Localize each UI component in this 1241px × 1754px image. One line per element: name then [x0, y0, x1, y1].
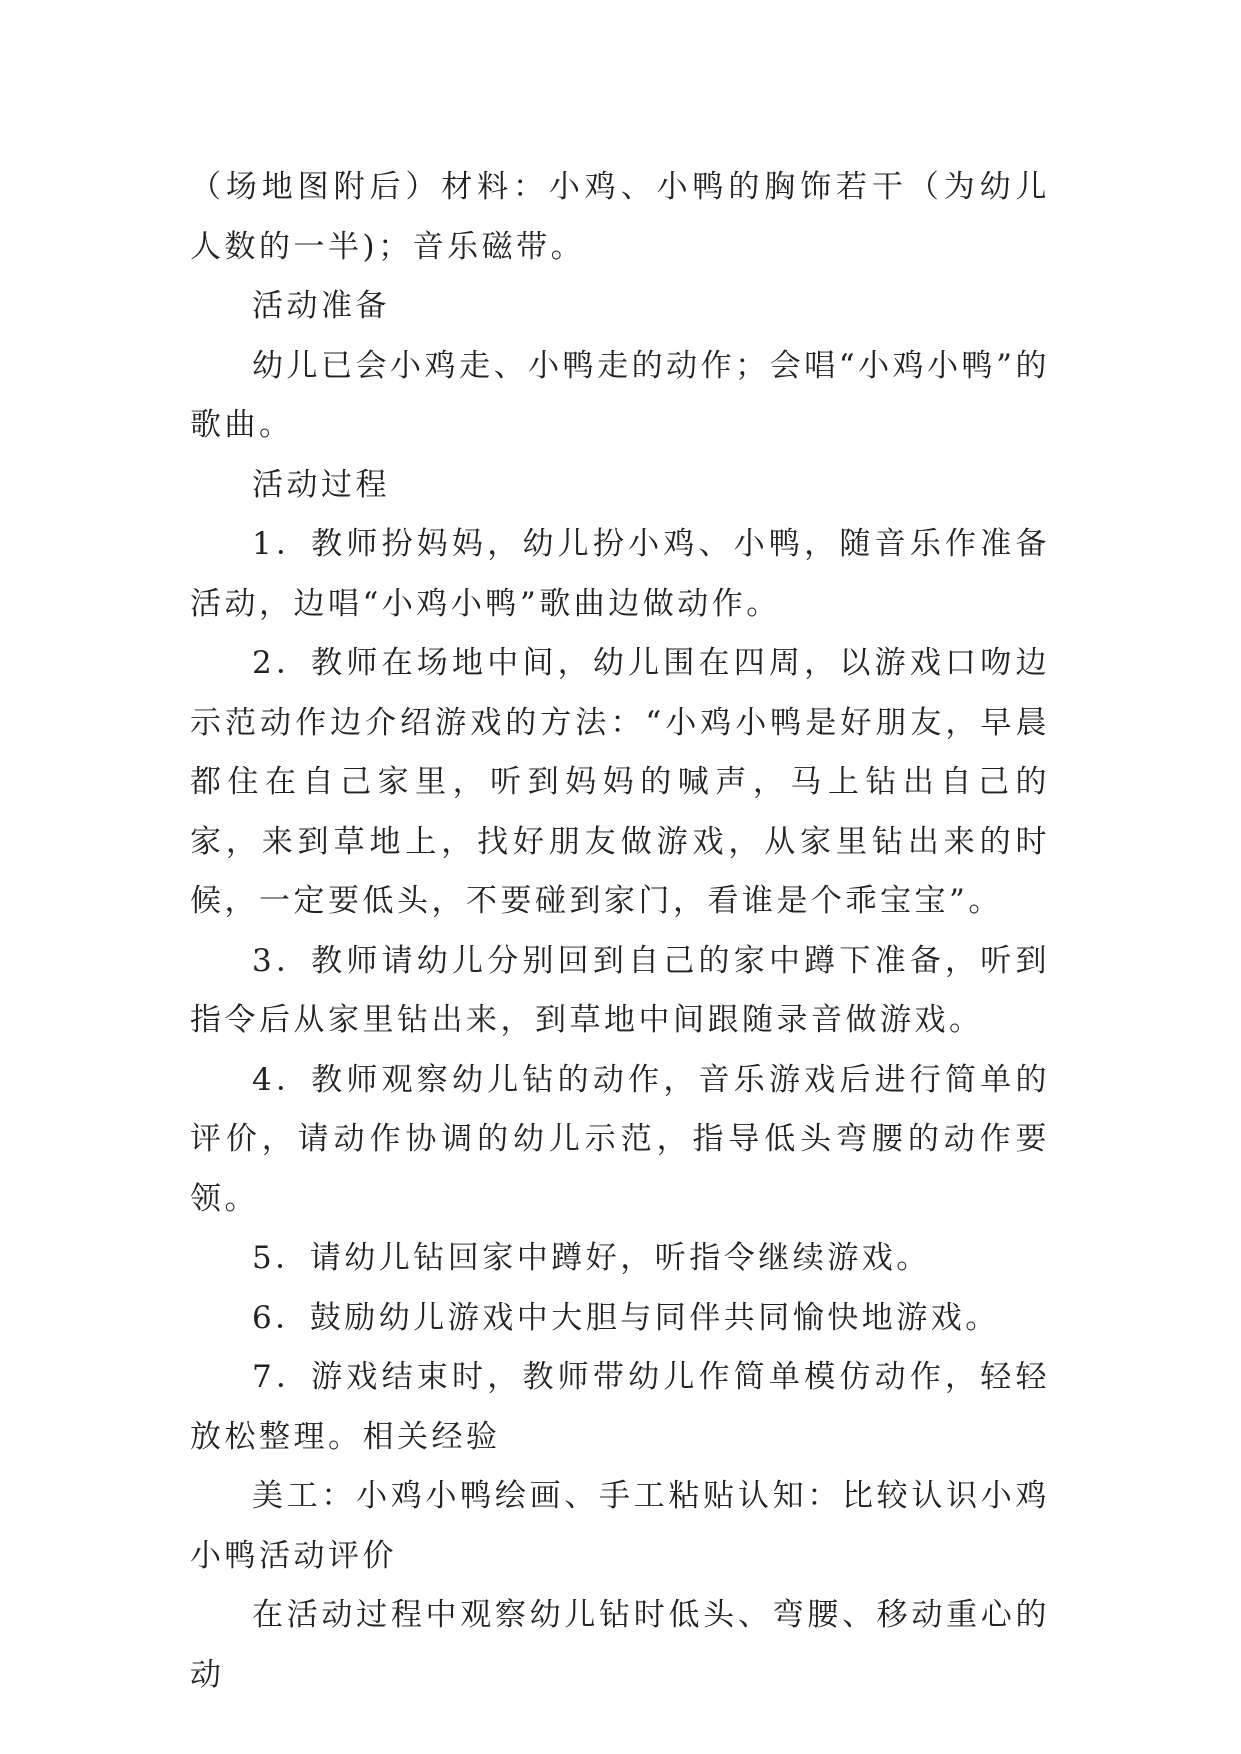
heading-activity-process: 活动过程	[252, 466, 390, 503]
heading-activity-preparation: 活动准备	[252, 288, 390, 324]
paragraph-evaluation: 在活动过程中观察幼儿钻时低头、弯腰、移动重心的动	[190, 1597, 1050, 1693]
paragraph-step-1: 1．教师扮妈妈，幼儿扮小鸡、小鸭，随音乐作准备活动，边唱“小鸡小鸭”歌曲边做动作。	[190, 526, 1050, 622]
paragraph-step-5: 5．请幼儿钻回家中蹲好，听指令继续游戏。	[252, 1240, 931, 1276]
paragraph-related-experience: 美工：小鸡小鸭绘画、手工粘贴认知：比较认识小鸡小鸭活动评价	[190, 1478, 1050, 1574]
paragraph-preparation: 幼儿已会小鸡走、小鸭走的动作；会唱“小鸡小鸭”的歌曲。	[190, 347, 1050, 443]
paragraph-step-2: 2．教师在场地中间，幼儿围在四周，以游戏口吻边示范动作边介绍游戏的方法：“小鸡小鸭是好朋友，早晨都住在自己家里，听到妈妈的喊声，马上钻出自己的家，来到草地上，找好朋友做游戏，从家里钻出来的时候，一定要低头，不要碰到家门，看谁是个乖宝宝”。	[190, 645, 1050, 919]
document-body	[190, 158, 1050, 1705]
paragraph-step-4: 4．教师观察幼儿钻的动作，音乐游戏后进行简单的评价，请动作协调的幼儿示范，指导低头弯腰的动作要领。	[190, 1061, 1050, 1217]
paragraph-materials: （场地图附后）材料：小鸡、小鸭的胸饰若干（为幼儿人数的一半)；音乐磁带。	[190, 169, 1050, 265]
paragraph-step-3: 3．教师请幼儿分别回到自己的家中蹲下准备，听到指令后从家里钻出来，到草地中间跟随录音做游戏。	[190, 942, 1050, 1038]
paragraph-step-7: 7．游戏结束时，教师带幼儿作简单模仿动作，轻轻放松整理。相关经验	[190, 1359, 1050, 1455]
paragraph-step-6: 6．鼓励幼儿游戏中大胆与同伴共同愉快地游戏。	[252, 1299, 1000, 1336]
